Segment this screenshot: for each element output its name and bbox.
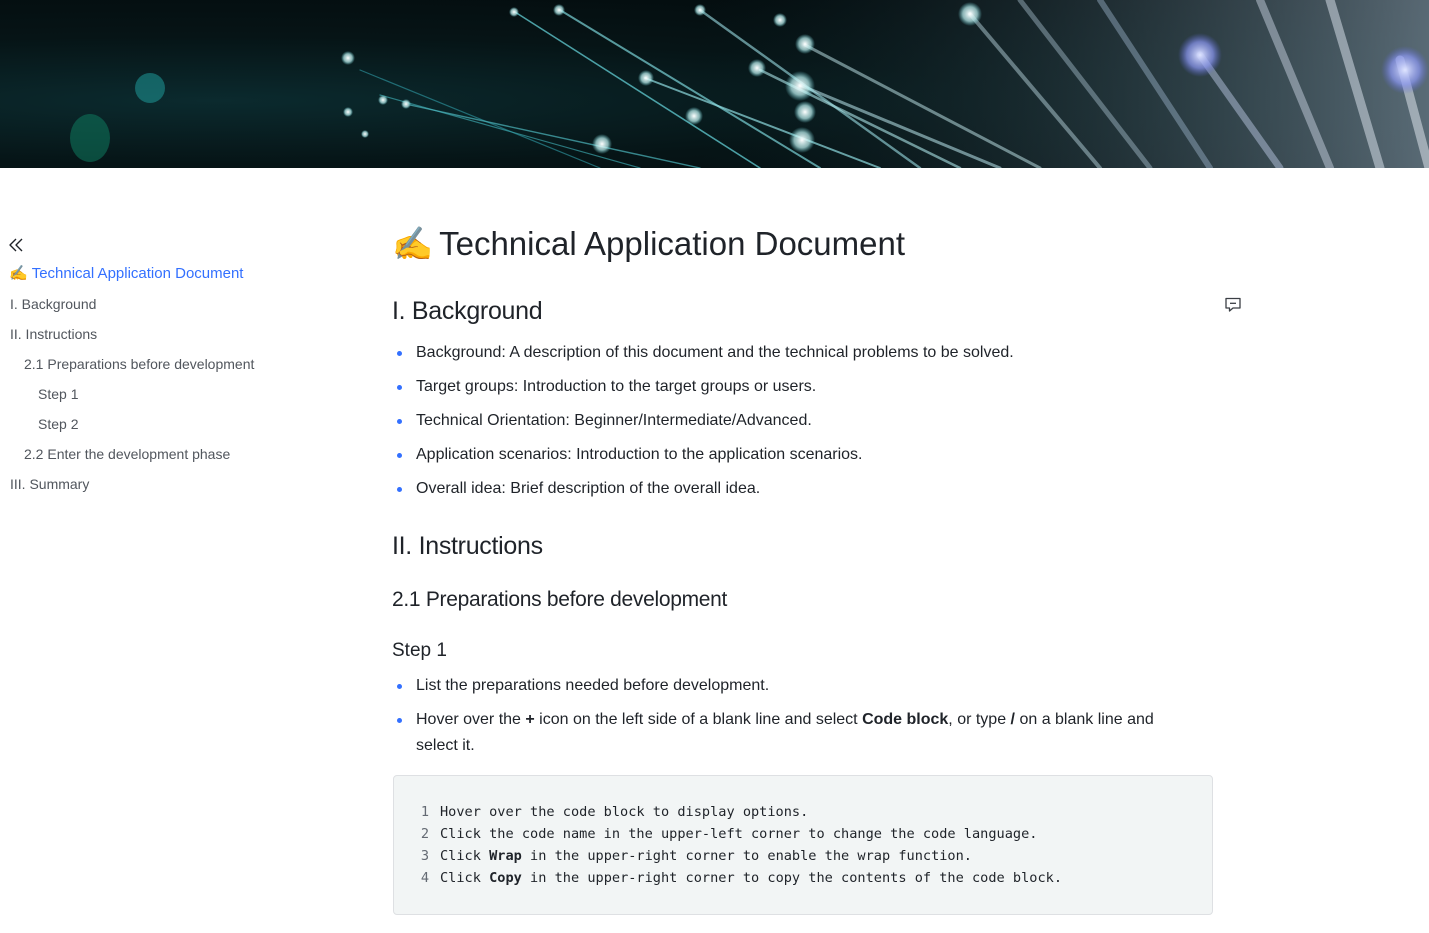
code-line <box>394 801 1212 823</box>
code-block[interactable] <box>393 775 1213 915</box>
page-title-text: Technical Application Document <box>439 225 906 262</box>
collapse-toc-button[interactable] <box>8 236 26 254</box>
document-body <box>392 222 1214 754</box>
list-item: Overall idea: Brief description of the overall idea. <box>392 476 1192 502</box>
heading-preparations: 2.1 Preparations before development <box>392 588 728 611</box>
line-number: 2 <box>420 826 429 842</box>
comment-icon <box>1224 297 1242 313</box>
list-item: Target groups: Introduction to the target groups or users. <box>392 374 1192 400</box>
list-item: Background: A description of this document and the technical problems to be solved. <box>392 340 1192 366</box>
step-1-list <box>392 673 1182 767</box>
list-item: List the preparations needed before development. <box>392 673 1182 699</box>
heading-instructions: II. Instructions <box>392 532 543 560</box>
double-chevron-left-icon <box>8 236 26 254</box>
code-block-label: Code block <box>862 711 949 728</box>
background-list <box>392 340 1192 510</box>
code-text: Click <box>440 870 490 886</box>
list-item: Application scenarios: Introduction to the application scenarios. <box>392 442 1192 468</box>
line-number: 3 <box>420 848 429 864</box>
code-text: Click <box>440 848 490 864</box>
cover-image <box>0 0 1429 168</box>
text-segment: , or type <box>948 711 1011 728</box>
writing-hand-icon: ✍️ <box>392 225 434 262</box>
plus-glyph: + <box>525 711 535 728</box>
code-line <box>394 867 1212 889</box>
text-segment: icon on the left side of a blank line and select <box>534 711 863 728</box>
heading-step-1: Step 1 <box>392 640 447 661</box>
code-bold-text: Copy <box>489 870 522 886</box>
list-item <box>392 707 1182 759</box>
code-text: in the upper-right corner to enable the wrap function. <box>521 848 972 864</box>
toc-item-preparations[interactable]: 2.1 Preparations before development <box>24 356 255 372</box>
toc-item-step-2[interactable]: Step 2 <box>38 416 79 432</box>
toc-item-background[interactable]: I. Background <box>10 296 97 312</box>
line-number: 1 <box>420 804 429 820</box>
toc-item-step-1[interactable]: Step 1 <box>38 386 79 402</box>
toc-item-development-phase[interactable]: 2.2 Enter the development phase <box>24 446 231 462</box>
toc-item-instructions[interactable]: II. Instructions <box>10 326 98 342</box>
list-item: Technical Orientation: Beginner/Intermediate/Advanced. <box>392 408 1192 434</box>
code-line <box>394 845 1212 867</box>
code-text: Click the code name in the upper-left corner to change the code language. <box>440 826 1038 842</box>
add-comment-button[interactable] <box>1224 297 1242 313</box>
slash-glyph: / <box>1010 711 1015 728</box>
writing-hand-icon: ✍️ <box>9 265 28 282</box>
toc-item-document-title[interactable] <box>0 262 340 292</box>
toc-item-summary[interactable]: III. Summary <box>10 476 90 492</box>
fiber-optics-illustration <box>0 0 1429 168</box>
toc-item-label: Technical Application Document <box>31 265 244 282</box>
code-line <box>394 823 1212 845</box>
toc-list <box>0 262 340 502</box>
text-segment: Hover over the <box>416 711 526 728</box>
page-title <box>392 222 1214 268</box>
code-bold-text: Wrap <box>489 848 522 864</box>
code-text: in the upper-right corner to copy the contents of the code block. <box>521 870 1063 886</box>
text-segment: on a blank line and select it. <box>416 711 1154 754</box>
line-number: 4 <box>420 870 429 886</box>
heading-background: I. Background <box>392 297 543 325</box>
code-text: Hover over the code block to display options. <box>440 804 809 820</box>
